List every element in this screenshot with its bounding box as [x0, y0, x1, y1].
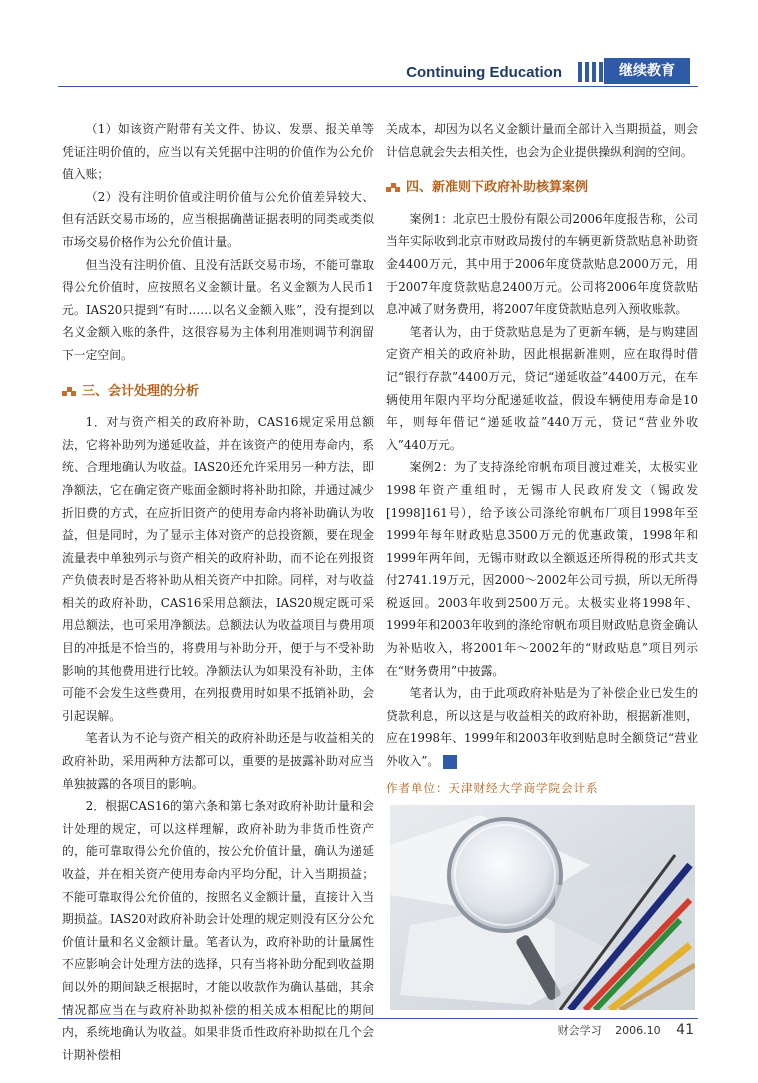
paragraph: 笔者认为不论与资产相关的政府补助还是与收益相关的政府补助，采用两种方法都可以，重要的是披露补助对应当单独披露的各项目的影响。	[62, 731, 374, 791]
paragraph: 案例2：为了支持涤纶帘帆布项目渡过难关，太极实业1998年资产重组时，无锡市人民政府发文（锡政发[1998]161号），给予该公司涤纶帘帆布厂项目1998年至1999年每年财政贴息3500万元的优惠政策，1998年和1999年两年间，无锡市财政以全额返还所得税的形式共支付2741.19万元，因2000～2002年公司亏损，所以无所得税返回。2003年收到2500万元。太极实业将1998年、1999年和2003年收到的涤纶帘帆布项目财政贴息资金确认为补贴收入，将2001年～2002年的“财政贴息”项目列示在“财务费用”中披露。	[386, 460, 698, 678]
paragraph: 案例1：北京巴士股份有限公司2006年度报告称，公司当年实际收到北京市财政局拨付的车辆更新贷款贴息补助资金4400万元，其中用于2006年度贷款贴息2000万元，用于2007年度贷款贴息2400万元。公司将2006年度贷款贴息冲减了财务费用，将2007年度贷款贴息列入预收账款。	[386, 211, 698, 317]
magnifier-pencils-photo	[390, 805, 695, 1010]
article-end-icon	[443, 755, 457, 769]
paragraph-text: 笔者认为，由于此项政府补贴是为了补偿企业已发生的贷款利息，所以这是与收益相关的政府补助，根据新准则，应在1998年、1999年和2003年收到贴息时全额贷记“营业外收入”。	[386, 686, 698, 769]
page-header	[0, 0, 758, 95]
photo-illustration	[390, 805, 695, 1010]
paragraph-last	[386, 682, 698, 772]
left-column	[62, 118, 374, 1066]
paragraph: 2．根据CAS16的第六条和第七条对政府补助计量和会计处理的规定，可以这样理解，政府补助为非货币性资产的，能可靠取得公允价值的，按公允价值计量，确认为递延收益，并在相关资产使用寿命内平均分配，计入当期损益；不能可靠取得公允价值的，按照名义金额计量，直接计入当期损益。IAS20对政府补助会计处理的规定则没有区分公允价值计量和名义金额计量。笔者认为，政府补助的计量属性不应影响会计处理方法的选择，只有当将补助分配到收益期间以外的期间缺乏根据时，才能以收款作为确认基础，其余情况都应当在与政府补助拟补偿的相关成本相配比的期间内，系统地确认为收益。如果非货币性政府补助拟在几个会计期补偿相	[62, 799, 374, 1062]
paragraph: （2）没有注明价值或注明价值与公允价值差异较大、但有活跃交易市场的，应当根据确凿证据表明的同类或类似市场交易价格作为公允价值计量。	[62, 189, 374, 249]
page-number: 41	[676, 1022, 694, 1038]
page-footer	[558, 1022, 694, 1038]
footer-rule	[58, 1018, 698, 1019]
header-title-en: Continuing Education	[406, 64, 562, 81]
section-heading-text: 三、会计处理的分析	[82, 383, 200, 399]
paragraph: （1）如该资产附带有关文件、协议、发票、报关单等凭证注明价值的，应当以有关凭据中注明的价值作为公允价值入账；	[62, 122, 374, 182]
journal-name: 财会学习	[557, 1024, 602, 1037]
paragraph: 但当没有注明价值、且没有活跃交易市场，不能可靠取得公允价值时，应按照名义金额计量。名义金额为人民币1元。IAS20只提到“有时……以名义金额入账”，没有提到以名义金额入账的条件，这很容易为主体利用准则调节利润留下一定空间。	[62, 257, 374, 362]
section-heading-3	[62, 381, 374, 404]
author-affiliation: 作者单位：天津财经大学商学院会计系	[386, 781, 599, 795]
paragraph: 笔者认为，由于贷款贴息是为了更新车辆，是与购建固定资产相关的政府补助，因此根据新准则，应在取得时借记“银行存款”4400万元，贷记“递延收益”4400万元，在车辆使用年限内平均分配递延收益，假设车辆使用寿命是10年，则每年借记“递延收益”440万元，贷记“营业外收入”440万元。	[386, 324, 698, 452]
header-rule	[58, 86, 698, 87]
section-heading-text: 四、新准则下政府补助核算案例	[406, 180, 589, 196]
section-heading-4	[386, 177, 698, 200]
issue-number: 2006.10	[615, 1024, 661, 1037]
section-bullet-icon	[62, 387, 76, 397]
paragraph: 1．对与资产相关的政府补助，CAS16规定采用总额法，它将补助列为递延收益，并在该资产的使用寿命内，系统、合理地确认为收益。IAS20还允许采用另一种方法，即净额法，它在确定资产账面金额时将补助扣除，并通过减少折旧费的方式，在应折旧资产的使用寿命内将补助确认为收益，但是同时，为了显示主体对资产的总投资额，要在现金流量表中单独列示与资产相关的政府补助，而不论在列报资产负债表时是否将补助从相关资产中扣除。同样，对与收益相关的政府补助，CAS16采用总额法，IAS20规定既可采用总额法，也可采用净额法。总额法认为收益项目与费用项目的冲抵是不恰当的，将费用与补助分开，便于与不受补助影响的其他费用进行比较。净额法认为如果没有补助，主体可能不会发生这些费用，在列报费用时如果不抵销补助，会引起误解。	[62, 415, 374, 723]
right-column	[386, 118, 698, 773]
paragraph: 关成本，却因为以名义金额计量而全部计入当期损益，则会计信息就会失去相关性，也会为企业提供操纵利润的空间。	[386, 122, 698, 159]
section-bullet-icon	[386, 183, 400, 193]
header-title-cn: 继续教育	[604, 58, 690, 84]
